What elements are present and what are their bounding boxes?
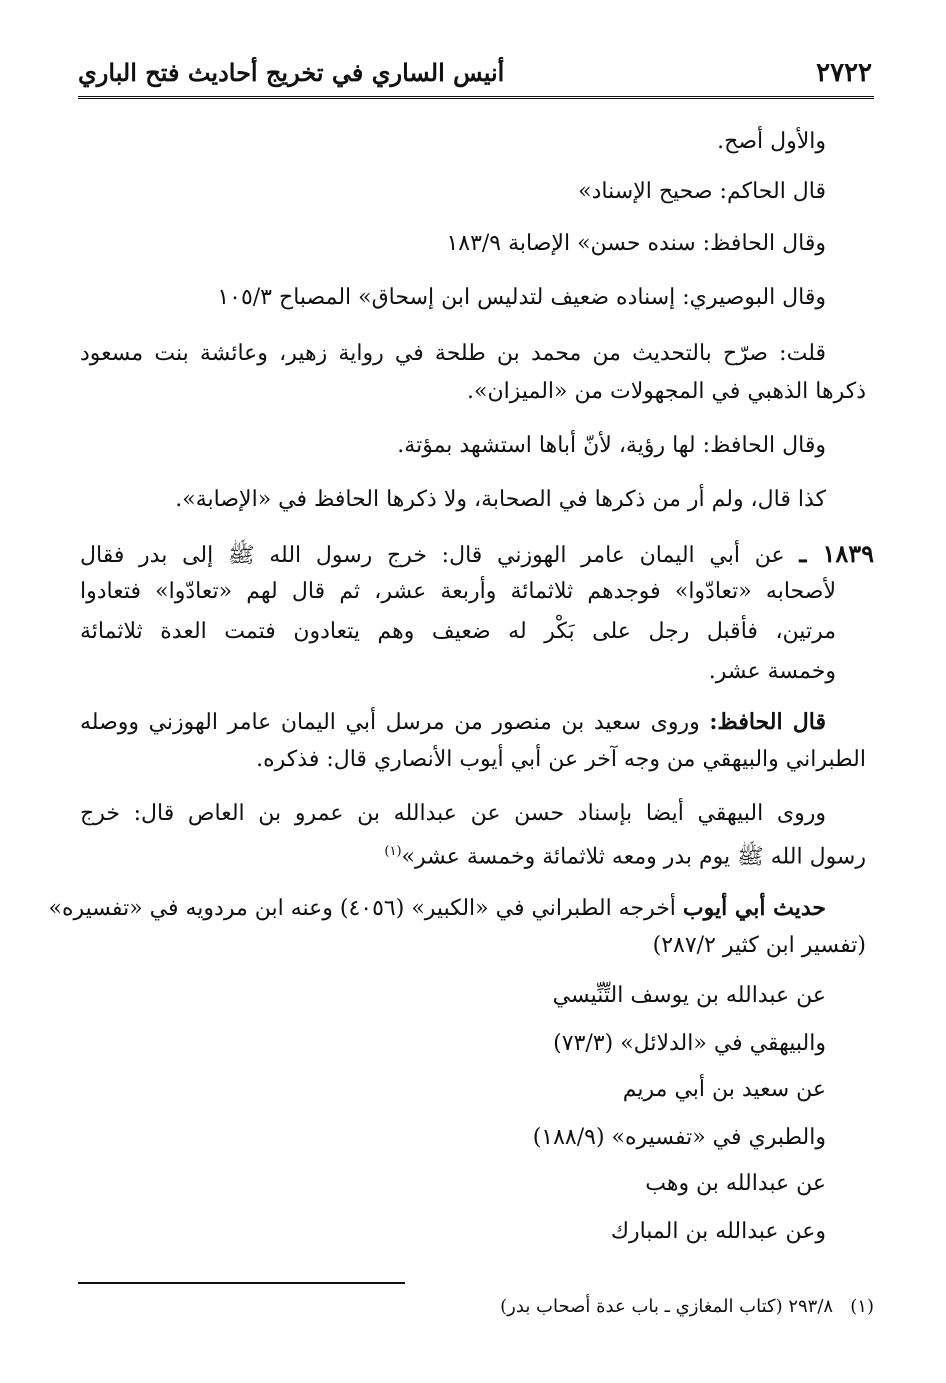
footnote-ref: (١) <box>384 844 402 859</box>
footnote-marker: (١) <box>850 1296 874 1317</box>
text-line: والطبري في «تفسيره» (١٨٨/٩) <box>532 1125 826 1150</box>
text-line: وخمسة عشر. <box>708 659 836 684</box>
footnote-rule <box>78 1282 405 1284</box>
text-line: عن عبدالله بن يوسف التِّنِّيسي <box>552 983 826 1008</box>
text-line: الطبراني والبيهقي من وجه آخر عن أبي أيوب الأنصاري قال: فذكره. <box>256 747 866 772</box>
footnote-text: ٢٩٣/٨ (كتاب المغازي ـ باب عدة أصحاب بدر) <box>500 1296 834 1317</box>
text-line: عن عبدالله بن وهب <box>645 1171 826 1196</box>
text-line <box>48 894 826 923</box>
text-line <box>384 838 866 871</box>
text-line: وروى البيهقي أيضا بإسناد حسن عن عبدالله بن عمرو بن العاص قال: خرج <box>80 801 826 826</box>
text-line: كذا قال، ولم أر من ذكرها في الصحابة، ولا ذكرها الحافظ في «الإصابة». <box>175 487 826 512</box>
bold-lead: حديث أبي أيوب <box>682 895 826 921</box>
text-line: وقال الحافظ: لها رؤية، لأنّ أباها استشهد بمؤتة. <box>397 433 826 458</box>
line-text: رسول الله ﷺ يوم بدر ومعه ثلاثمائة وخمسة عشر» <box>401 844 866 870</box>
hadith-first-line <box>80 540 874 570</box>
footnote <box>500 1294 874 1320</box>
hadith-number: ١٨٣٩ ـ <box>799 539 874 568</box>
text-line: قال الحاكم: صحيح الإسناد» <box>578 179 826 204</box>
bold-lead: قال الحافظ: <box>709 709 826 735</box>
text-line: وعن عبدالله بن المبارك <box>610 1219 826 1244</box>
text-line: عن سعيد بن أبي مريم <box>622 1077 826 1102</box>
text-line: قلت: صرّح بالتحديث من محمد بن طلحة في رواية زهير، وعائشة بنت مسعود <box>80 341 826 366</box>
running-header <box>78 56 874 96</box>
text-line <box>80 708 826 737</box>
page-number: ٢٧٢٢ <box>816 58 872 88</box>
text-line: (تفسير ابن كثير ٢٨٧/٢) <box>652 933 866 958</box>
text-line: مرتين، فأقبل رجل على بَكْر له ضعيف وهم يتعادون فتمت العدة ثلاثمائة <box>80 619 836 644</box>
header-rule <box>78 96 874 99</box>
text-line: لأصحابه «تعادّوا» فوجدهم ثلاثمائة وأربعة عشر، ثم قال لهم «تعادّوا» فتعادوا <box>80 579 836 604</box>
text-line: والبيهقي في «الدلائل» (٧٣/٣) <box>553 1031 826 1056</box>
text-line: ذكرها الذهبي في المجهولات من «الميزان». <box>467 379 866 404</box>
hadith-text: عن أبي اليمان عامر الهوزني قال: خرج رسول الله ﷺ إلى بدر فقال <box>80 543 785 568</box>
line-text: وروى سعيد بن منصور من مرسل أبي اليمان عامر الهوزني ووصله <box>80 710 700 735</box>
text-line: وقال الحافظ: سنده حسن» الإصابة ١٨٣/٩ <box>446 231 826 256</box>
line-text: أخرجه الطبراني في «الكبير» (٤٠٥٦) وعنه ابن مردويه في «تفسيره» <box>48 896 676 921</box>
book-title: أنيس الساري في تخريج أحاديث فتح الباري <box>78 58 505 87</box>
text-line: والأول أصح. <box>717 129 826 154</box>
text-line: وقال البوصيري: إسناده ضعيف لتدليس ابن إسحاق» المصباح ١٠٥/٣ <box>217 285 826 310</box>
